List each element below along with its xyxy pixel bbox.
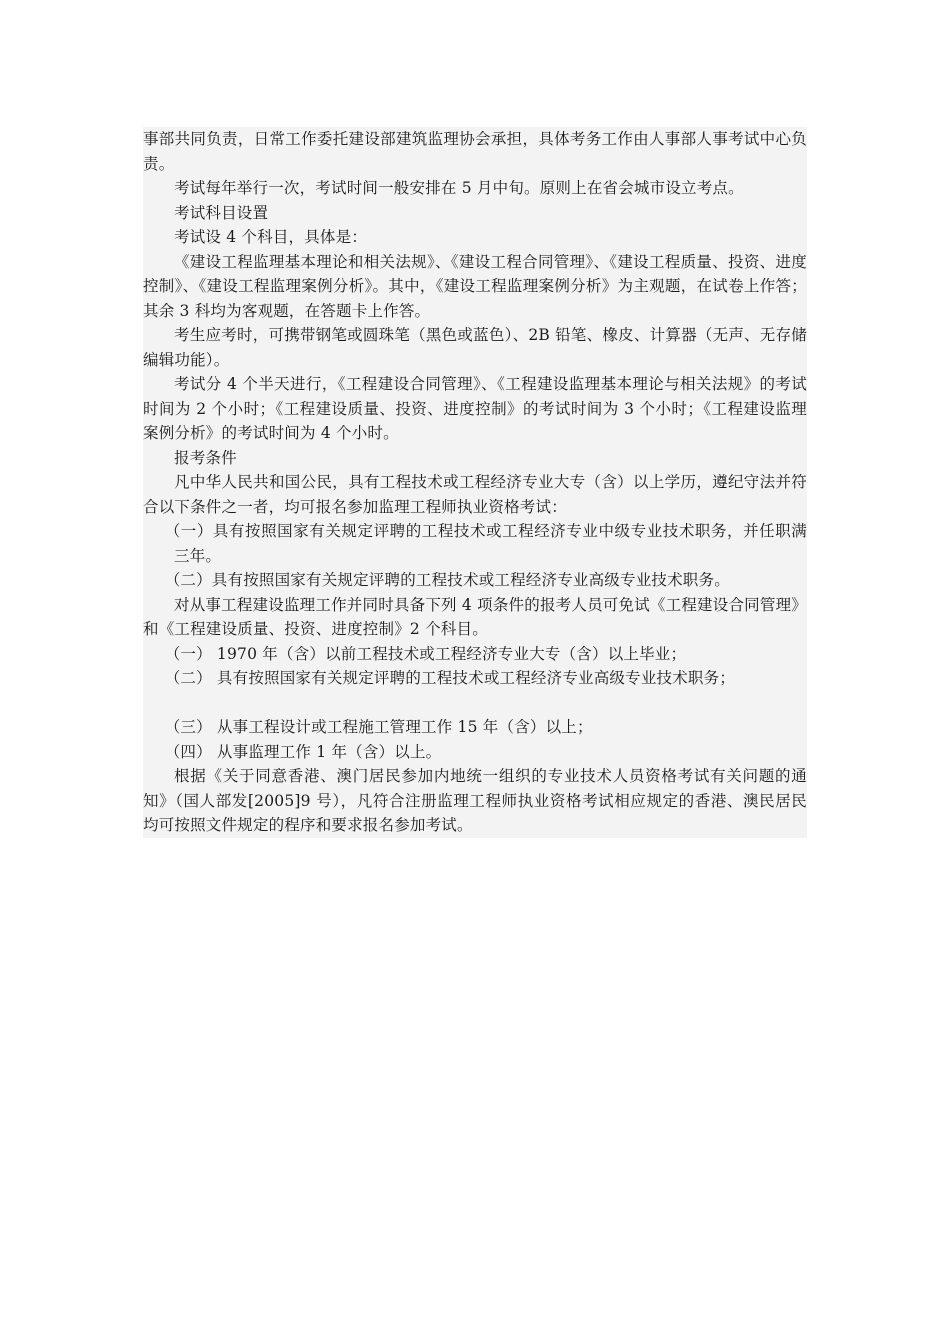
list-item-exemption-2: （二） 具有按照国家有关规定评聘的工程技术或工程经济专业高级专业技术职务； [164,669,736,687]
list-item-condition-1: （一）具有按照国家有关规定评聘的工程技术或工程经济专业中级专业技术职务，并任职满三年。 [164,522,807,565]
list-item-condition-2: （二）具有按照国家有关规定评聘的工程技术或工程经济专业高级专业技术职务。 [164,571,730,589]
paragraph-exemption: 对从事工程建设监理工作并同时具备下列 4 项条件的报考人员可免试《工程建设合同管理》和《工程建设质量、投资、进度控制》2 个科目。 [143,595,807,638]
section-heading-requirements: 报考条件 [174,448,237,467]
list-item-exemption-4: （四） 从事监理工作 1 年（含）以上。 [164,742,442,761]
paragraph-allowed-items: 考生应考时，可携带钢笔或圆珠笔（黑色或蓝色）、2B 铅笔、橡皮、计算器（无声、无存储编辑功能）。 [143,326,807,369]
list-item-exemption-3: （三） 从事工程设计或工程施工管理工作 15 年（含）以上； [164,718,593,736]
paragraph-continuation: 事部共同负责，日常工作委托建设部建筑监理协会承担，具体考务工作由人事部人事考试中心负责。 [143,130,807,173]
paragraph-eligibility: 凡中华人民共和国公民，具有工程技术或工程经济专业大专（含）以上学历，遵纪守法并符合以下条件之一者，均可报名参加监理工程师执业资格考试： [143,473,807,516]
paragraph-subject-count: 考试设 4 个科目，具体是： [174,228,368,246]
paragraph-subject-list: 《建设工程监理基本理论和相关法规》、《建设工程合同管理》、《建设工程质量、投资、进度控制》、《建设工程监理案例分析》。其中，《建设工程监理案例分析》为主观题，在试卷上作答；其余 3 科均为客观题，在答题卡上作答。 [143,252,807,320]
section-heading-subjects: 考试科目设置 [174,203,269,222]
paragraph-exam-duration: 考试分 4 个半天进行，《工程建设合同管理》、《工程建设监理基本理论与相关法规》的考试时间为 2 个小时；《工程建设质量、投资、进度控制》的考试时间为 3 个小时；《工程建设监理案例分析》的考试时间为 4 个小时。 [143,375,807,442]
blank-line [143,691,807,716]
paragraph-hk-macau: 根据《关于同意香港、澳门居民参加内地统一组织的专业技术人员资格考试有关问题的通知》（国人部发[2005]9 号），凡符合注册监理工程师执业资格考试相应规定的香港、澳民居民均可按照文件规定的程序和要求报名参加考试。 [143,767,807,834]
paragraph-exam-schedule: 考试每年举行一次，考试时间一般安排在 5 月中旬。原则上在省会城市设立考点。 [174,179,744,197]
document-body [143,127,807,838]
list-item-exemption-1: （一） 1970 年（含）以前工程技术或工程经济专业大专（含）以上毕业； [164,644,687,663]
